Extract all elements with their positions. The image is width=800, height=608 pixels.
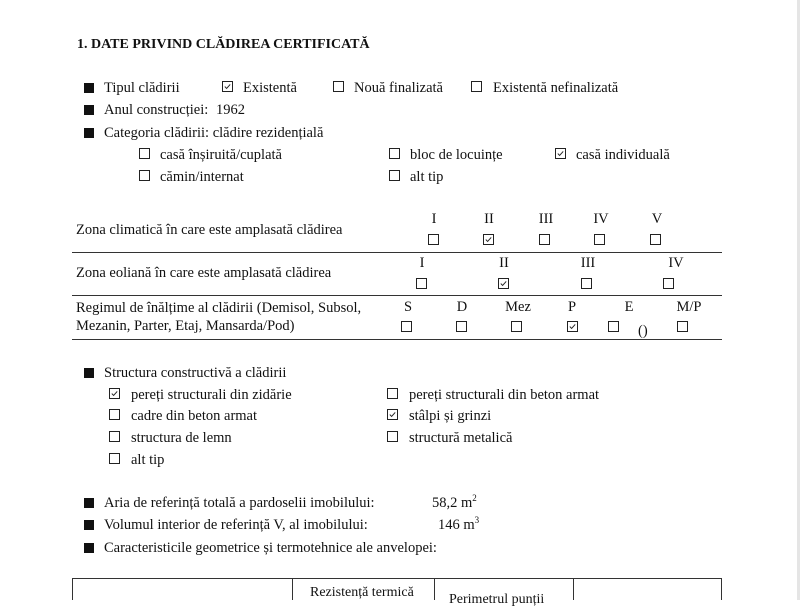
checkbox-structura-metalica[interactable] — [387, 431, 398, 442]
checkbox-regim-Mez[interactable] — [511, 321, 522, 332]
tipul-label: Tipul clădirii — [104, 80, 180, 96]
zona-eoliana-col-III: III — [580, 255, 596, 271]
checkbox-zona-climatica-V[interactable] — [650, 234, 661, 245]
regim-col-Mez: Mez — [505, 299, 531, 315]
anul-label: Anul construcției: — [104, 102, 209, 118]
volumul-value — [438, 517, 479, 533]
checkbox-regim-D[interactable] — [456, 321, 467, 332]
option-existenta-nefinalizata: Existentă nefinalizată — [493, 80, 619, 96]
regim-col-E: E — [624, 299, 634, 315]
option-pereti-beton: pereți structurali din beton armat — [409, 387, 600, 403]
aria-unit: m — [461, 495, 473, 511]
zona-eoliana-col-IV: IV — [668, 255, 684, 271]
checkbox-bloc-locuinte[interactable] — [389, 148, 400, 159]
checkbox-pereti-zidarie[interactable] — [109, 388, 120, 399]
checkbox-stalpi-grinzi[interactable] — [387, 409, 398, 420]
aria-value — [432, 495, 477, 511]
checkbox-camin-internat[interactable] — [139, 170, 150, 181]
checkmark-icon — [556, 149, 565, 158]
checkbox-cadre-beton[interactable] — [109, 409, 120, 420]
volumul-unit: m — [463, 517, 475, 533]
regim-label-line1: Regimul de înălțime al clădirii (Demisol, Subsol, — [76, 300, 362, 316]
checkbox-zona-eoliana-I[interactable] — [416, 278, 427, 289]
table-header-rezistenta: Rezistență termică — [310, 585, 414, 600]
zona-climatica-col-V: V — [651, 211, 663, 227]
table-top-border — [72, 578, 722, 579]
checkbox-zona-eoliana-IV[interactable] — [663, 278, 674, 289]
zona-climatica-col-I: I — [431, 211, 437, 227]
table-col-border — [434, 578, 435, 600]
table-col-border — [721, 578, 722, 600]
bullet-square — [84, 368, 94, 378]
regim-label-line2: Mezanin, Parter, Etaj, Mansarda/Pod) — [76, 318, 295, 334]
zona-eoliana-col-II: II — [499, 255, 509, 271]
divider — [72, 252, 722, 253]
option-existenta: Existentă — [243, 80, 297, 96]
option-stalpi-grinzi: stâlpi și grinzi — [409, 408, 492, 424]
checkbox-zona-climatica-I[interactable] — [428, 234, 439, 245]
categoria-label: Categoria clădirii: clădire rezidențială — [104, 125, 324, 141]
checkmark-icon — [568, 322, 577, 331]
checkbox-pereti-beton[interactable] — [387, 388, 398, 399]
checkmark-icon — [484, 235, 493, 244]
regim-col-S: S — [403, 299, 413, 315]
table-col-border — [292, 578, 293, 600]
bullet-square — [84, 520, 94, 530]
volumul-exponent: 3 — [474, 515, 480, 526]
zona-eoliana-label: Zona eoliană în care este amplasată clădirea — [76, 265, 332, 281]
zona-climatica-col-III: III — [538, 211, 554, 227]
regim-col-MP: M/P — [676, 299, 702, 315]
option-structura-lemn: structura de lemn — [131, 430, 232, 446]
option-categoria-alt-tip: alt tip — [410, 169, 444, 185]
divider — [72, 295, 722, 296]
checkmark-icon — [499, 279, 508, 288]
table-header-perimetru: Perimetrul punții — [449, 592, 545, 607]
aria-exponent: 2 — [472, 493, 477, 504]
option-pereti-zidarie: pereți structurali din zidărie — [131, 387, 292, 403]
zona-climatica-col-IV: IV — [593, 211, 609, 227]
checkbox-zona-climatica-IV[interactable] — [594, 234, 605, 245]
zona-climatica-label: Zona climatică în care este amplasată clădirea — [76, 222, 343, 238]
table-col-border — [72, 578, 73, 600]
option-camin-internat: cămin/internat — [160, 169, 244, 185]
option-structura-metalica: structură metalică — [409, 430, 513, 446]
checkbox-regim-MP[interactable] — [677, 321, 688, 332]
checkbox-existenta[interactable] — [222, 81, 233, 92]
divider — [72, 339, 722, 340]
regim-col-D: D — [456, 299, 468, 315]
checkbox-zona-climatica-III[interactable] — [539, 234, 550, 245]
zona-eoliana-col-I: I — [419, 255, 425, 271]
checkmark-icon — [110, 389, 119, 398]
caracteristici-label: Caracteristicile geometrice și termotehnice ale anvelopei: — [104, 540, 437, 556]
checkbox-existenta-nefinalizata[interactable] — [471, 81, 482, 92]
regim-e-count: () — [638, 323, 648, 339]
section-title: 1. DATE PRIVIND CLĂDIREA CERTIFICATĂ — [77, 37, 370, 52]
bullet-square — [84, 128, 94, 138]
checkbox-regim-S[interactable] — [401, 321, 412, 332]
bullet-square — [84, 105, 94, 115]
option-casa-insiruita: casă înșiruită/cuplată — [160, 147, 282, 163]
option-cadre-beton: cadre din beton armat — [131, 408, 258, 424]
regim-col-P: P — [567, 299, 577, 315]
checkmark-icon — [388, 410, 397, 419]
checkbox-structura-lemn[interactable] — [109, 431, 120, 442]
checkbox-casa-insiruita[interactable] — [139, 148, 150, 159]
checkbox-categoria-alt-tip[interactable] — [389, 170, 400, 181]
option-noua-finalizata: Nouă finalizată — [354, 80, 443, 96]
zona-climatica-col-II: II — [484, 211, 494, 227]
anul-value: 1962 — [216, 102, 245, 118]
table-col-border — [573, 578, 574, 600]
option-structura-alt-tip: alt tip — [131, 452, 165, 468]
checkbox-zona-eoliana-II[interactable] — [498, 278, 509, 289]
structura-label: Structura constructivă a clădirii — [104, 365, 287, 381]
bullet-square — [84, 543, 94, 553]
volumul-label: Volumul interior de referință V, al imobilului: — [104, 517, 368, 533]
option-casa-individuala: casă individuală — [576, 147, 670, 163]
checkbox-zona-climatica-II[interactable] — [483, 234, 494, 245]
checkbox-structura-alt-tip[interactable] — [109, 453, 120, 464]
option-bloc-locuinte: bloc de locuințe — [410, 147, 503, 163]
volumul-number: 146 — [438, 517, 460, 533]
checkbox-casa-individuala[interactable] — [555, 148, 566, 159]
checkbox-noua-finalizata[interactable] — [333, 81, 344, 92]
aria-label: Aria de referință totală a pardoselii imobilului: — [104, 495, 375, 511]
checkbox-regim-P[interactable] — [567, 321, 578, 332]
aria-number: 58,2 — [432, 495, 458, 511]
checkbox-zona-eoliana-III[interactable] — [581, 278, 592, 289]
bullet-square — [84, 498, 94, 508]
checkmark-icon — [223, 82, 232, 91]
bullet-square — [84, 83, 94, 93]
checkbox-regim-E[interactable] — [608, 321, 619, 332]
